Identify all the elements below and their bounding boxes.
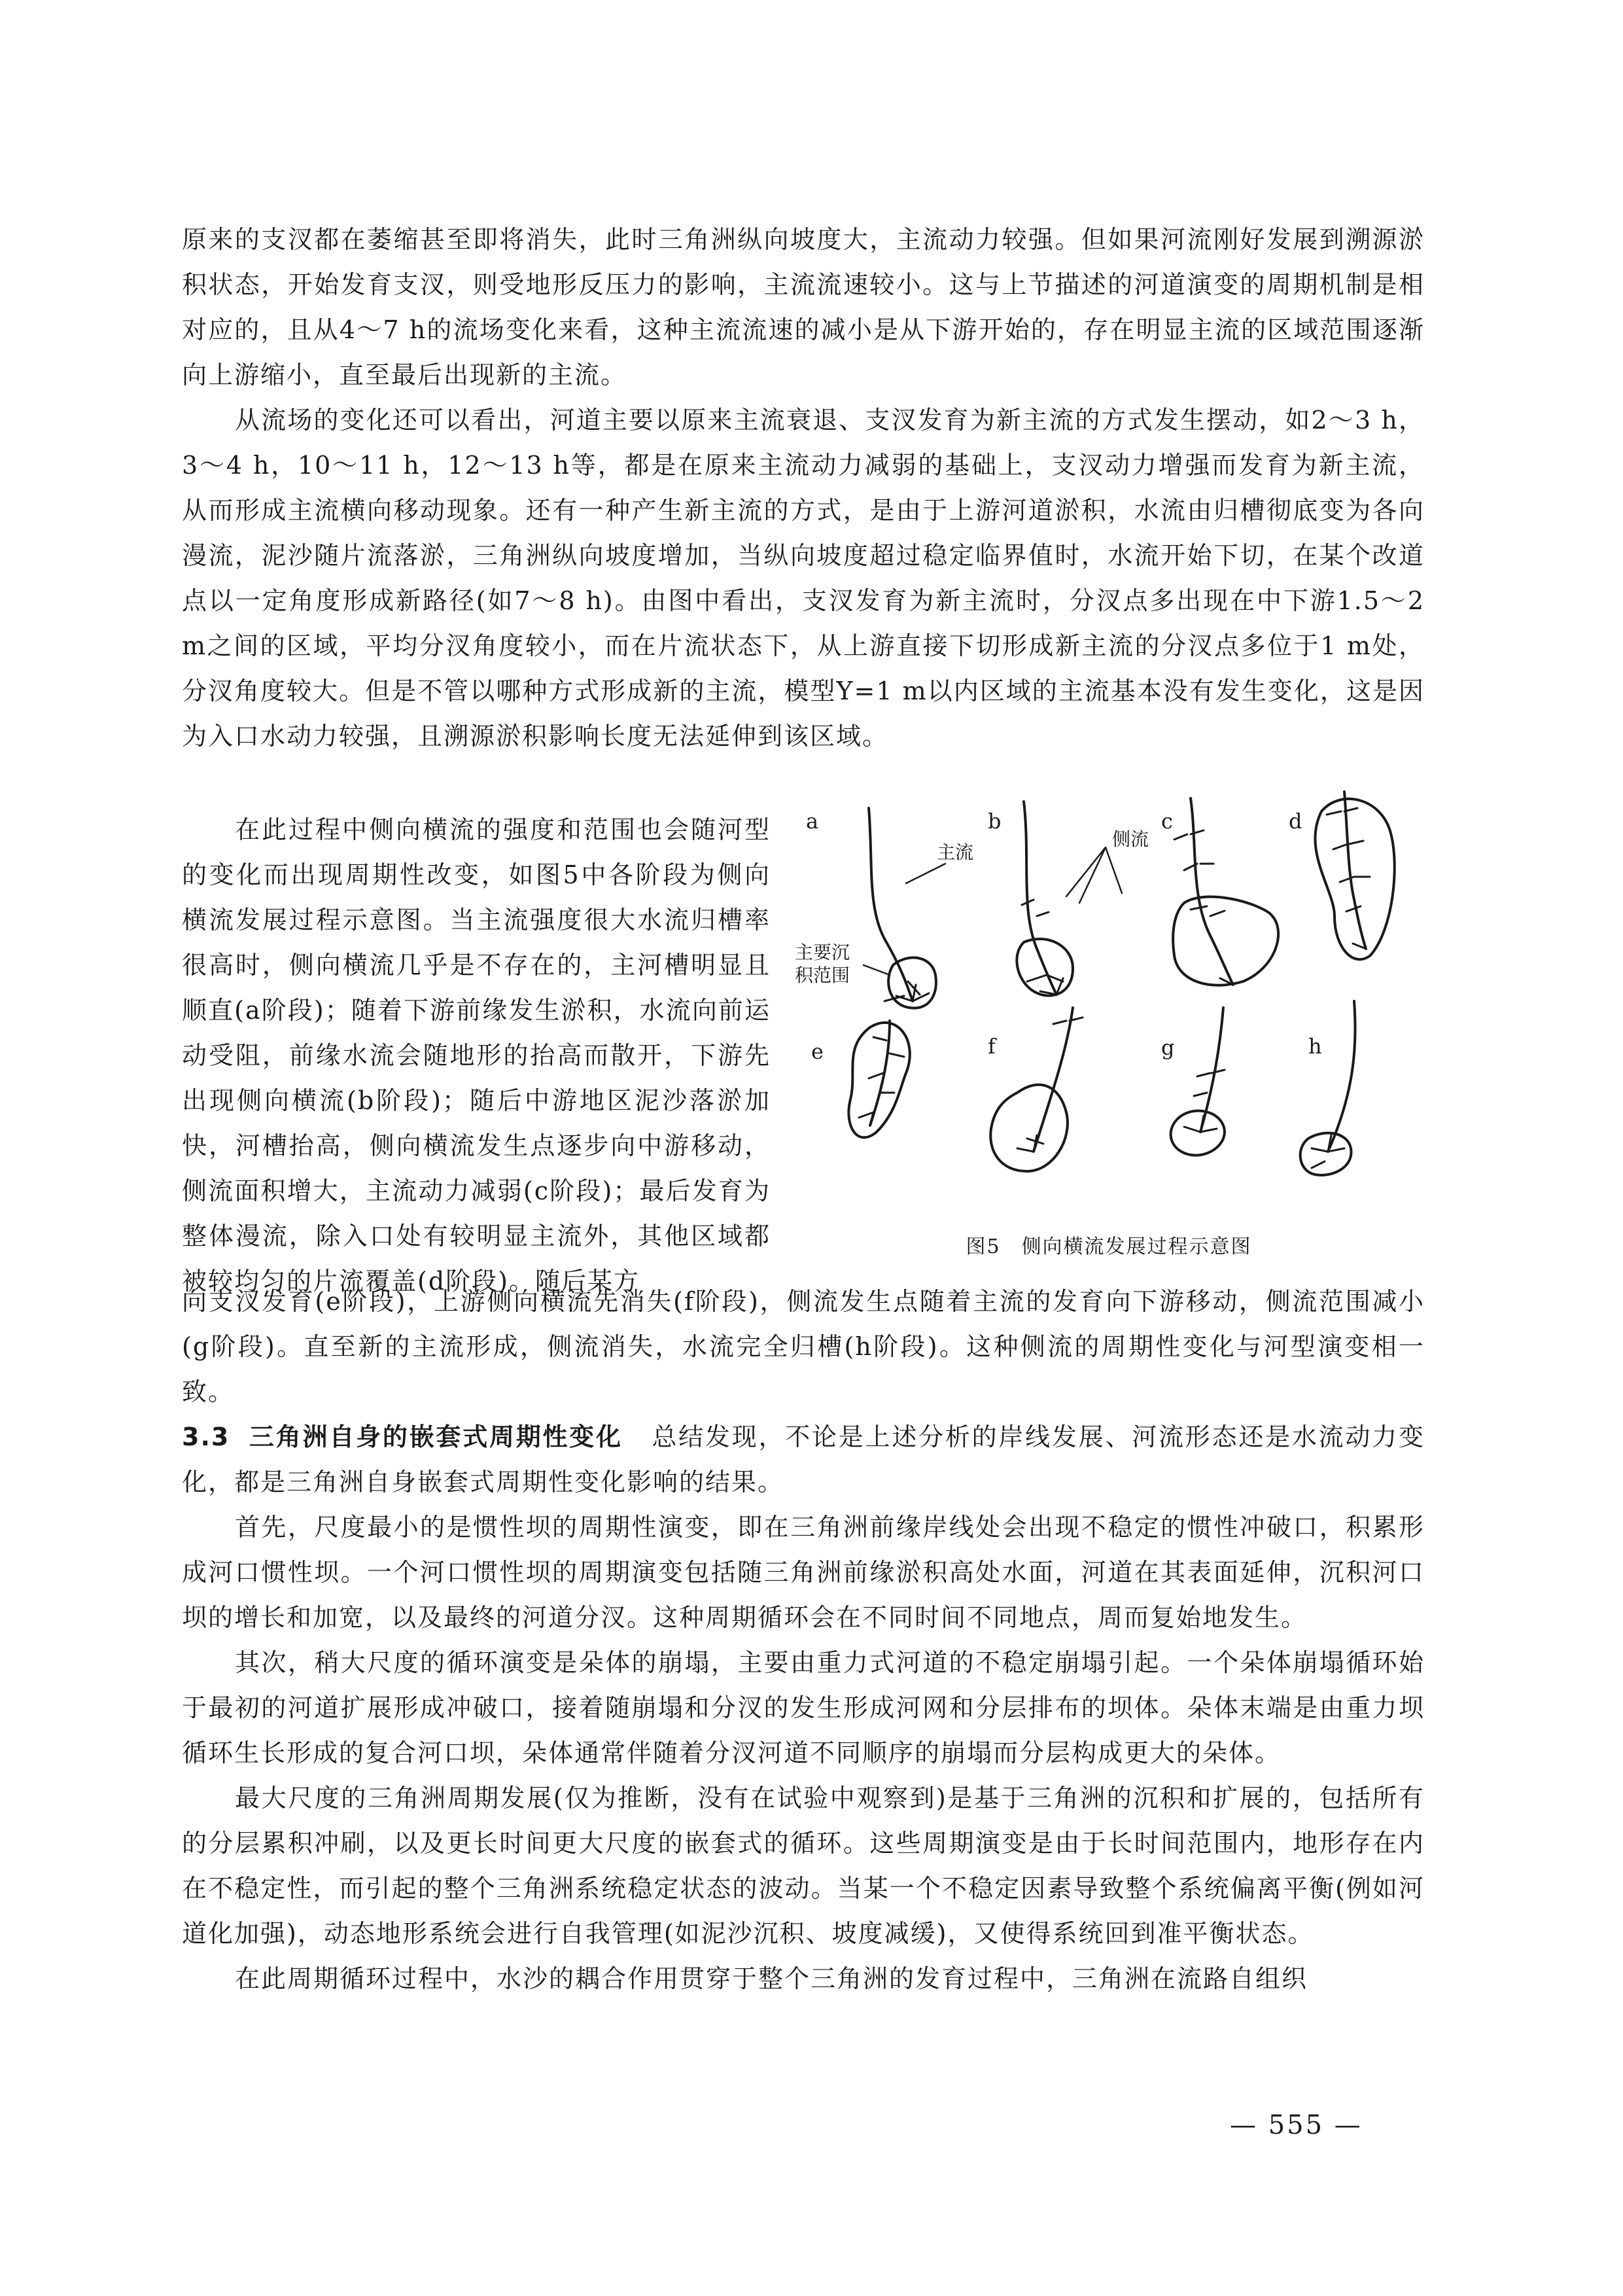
main-flow-line <box>1024 802 1056 995</box>
page-number: — 555 — <box>1230 2110 1363 2140</box>
text-block-middle <box>182 1279 1425 2002</box>
flow-arrows <box>1174 830 1233 985</box>
text-block-top <box>182 217 1425 759</box>
paragraph: 最大尺度的三角洲周期发展(仅为推断，没有在试验中观察到)是基于三角洲的沉积和扩展的，包括所有的分层累积冲刷，以及更长时间更大尺度的嵌套式的循环。这些周期演变是由于长时间范围内，地形存在内在不稳定性，而引起的整个三角洲系统稳定状态的波动。当某一个不稳定因素导致整个系统偏离平衡(例如河道化加强)，动态地形系统会进行自我管理(如泥沙沉积、坡度减缓)，又使得系统回到准平衡状态。 <box>182 1784 1425 1948</box>
label-deposition-line1: 主要沉 <box>795 942 850 963</box>
section-lead: 总结发现，不论是上述分析的岸线发展、河流形态还是水流动力变化，都是三角洲自身嵌套式周期性变化影响的结果。 <box>182 1422 1425 1496</box>
deposition-area <box>1315 799 1394 959</box>
paragraph: 原来的支汊都在萎缩甚至即将消失，此时三角洲纵向坡度大，主流动力较强。但如果河流刚好发展到溯源淤积状态，开始发育支汊，则受地形反压力的影响，主流流速较小。这与上节描述的河道演变的周期机制是相对应的，且从4～7 h的流场变化来看，这种主流流速的减小是从下游开始的，存在明显主流的区域范围逐渐向上游缩小，直至最后出现新的主流。 <box>182 225 1425 389</box>
section-heading-paragraph <box>182 1415 1425 1505</box>
figure-5 <box>792 785 1426 1269</box>
deposition-leader <box>864 965 890 975</box>
main-flow-line <box>1328 1001 1355 1152</box>
deposition-area <box>1300 1133 1352 1175</box>
section-number: 3.3 <box>182 1422 230 1451</box>
paragraph: 其次，稍大尺度的循环演变是朵体的崩塌，主要由重力式河道的不稳定崩塌引起。一个朵体崩塌循环始于最初的河道扩展形成冲破口，接着随崩塌和分汊的发生形成河网和分层排布的坝体。朵体末端是由重力坝循环生长形成的复合河口坝，朵体通常伴随着分汊河道不同顺序的崩塌而分层构成更大的朵体。 <box>182 1648 1425 1767</box>
panel-label-e: e <box>811 1039 824 1064</box>
panel-b <box>1017 802 1073 996</box>
label-main-flow: 主流 <box>937 841 974 863</box>
main-flow-leader <box>906 864 945 883</box>
paragraph: 首先，尺度最小的是惯性坝的周期性演变，即在三角洲前缘岸线处会出现不稳定的惯性冲破口，积累形成河口惯性坝。一个河口惯性坝的周期演变包括随三角洲前缘淤积高处水面，河道在其表面延伸，沉积河口坝的增长和加宽，以及最终的河道分汊。这种周期循环会在不同时间不同地点，周而复始地发生。 <box>182 1513 1425 1632</box>
deposition-area <box>990 1085 1068 1171</box>
deposition-area <box>848 1023 909 1138</box>
label-side-flow: 侧流 <box>1112 828 1149 850</box>
panel-label-f: f <box>988 1034 996 1059</box>
panel-label-d: d <box>1289 809 1302 834</box>
panel-h <box>1300 1001 1355 1175</box>
panel-a <box>869 808 936 1008</box>
main-flow-line <box>1191 798 1233 985</box>
deposition-area <box>1171 1111 1225 1156</box>
panel-c <box>1173 798 1278 985</box>
main-flow-line <box>1344 792 1366 949</box>
figure-caption: 图5 侧向横流发展过程示意图 <box>966 1235 1252 1258</box>
panel-label-g: g <box>1161 1035 1175 1060</box>
panel-label-c: c <box>1161 809 1173 834</box>
panel-d <box>1315 792 1394 959</box>
paragraph: 在此过程中侧向横流的强度和范围也会随河型的变化而出现周期性改变，如图5中各阶段为侧向横流发展过程示意图。当主流强度很大水流归槽率很高时，侧向横流几乎是不存在的，主河槽明显且顺直(a阶段)；随着下游前缘发生淤积，水流向前运动受阻，前缘水流会随地形的抬高而散开，下游先出现侧向横流(b阶段)；随后中游地区泥沙落淤加快，河槽抬高，侧向横流发生点逐步向中游移动，侧流面积增大，主流动力减弱(c阶段)；最后发育为整体漫流，除入口处有较明显主流外，其他区域都被较均匀的片流覆盖(d阶段)。随后某方 <box>182 815 771 1296</box>
panel-label-b: b <box>988 809 1002 834</box>
panel-g <box>1171 1008 1225 1156</box>
section-title: 三角洲自身的嵌套式周期性变化 <box>249 1422 623 1451</box>
side-flow-leader <box>1066 847 1122 903</box>
figure-5-diagram <box>792 785 1426 1230</box>
paragraph: 向支汊发育(e阶段)，上游侧向横流先消失(f阶段)，侧流发生点随着主流的发育向下游移动，侧流范围减小(g阶段)。直至新的主流形成，侧流消失，水流完全归槽(h阶段)。这种侧流的周期性变化与河型演变相一致。 <box>182 1287 1425 1406</box>
paragraph: 在此周期循环过程中，水沙的耦合作用贯穿于整个三角洲的发育过程中，三角洲在流路自组织 <box>235 1964 1308 1993</box>
flow-arrows <box>1327 808 1370 949</box>
panel-e <box>848 1021 909 1137</box>
flow-arrows <box>1017 1017 1083 1152</box>
panel-f <box>990 1008 1083 1171</box>
panel-label-h: h <box>1308 1034 1322 1059</box>
text-block-wrap <box>182 783 771 1329</box>
paragraph: 从流场的变化还可以看出，河道主要以原来主流衰退、支汊发育为新主流的方式发生摆动，如2～3 h，3～4 h，10～11 h，12～13 h等，都是在原来主流动力减弱的基础上，支汊动力增强而发育为新主流，从而形成主流横向移动现象。还有一种产生新主流的方式，是由于上游河道淤积，水流由归槽彻底变为各向漫流，泥沙随片流落淤，三角洲纵向坡度增加，当纵向坡度超过稳定临界值时，水流开始下切，在某个改道点以一定角度形成新路径(如7～8 h)。由图中看出，支汊发育为新主流时，分汊点多出现在中下游1.5～2 m之间的区域，平均分汊角度较小，而在片流状态下，从上游直接下切形成新主流的分汊点多位于1 m处，分汊角度较大。但是不管以哪种方式形成新的主流，模型Y=1 m以内区域的主流基本没有发生变化，这是因为入口水动力较强，且溯源淤积影响长度无法延伸到该区域。 <box>182 406 1425 751</box>
panel-label-a: a <box>806 809 819 834</box>
flow-arrows <box>1312 1135 1344 1168</box>
label-deposition-line2: 积范围 <box>795 964 850 986</box>
